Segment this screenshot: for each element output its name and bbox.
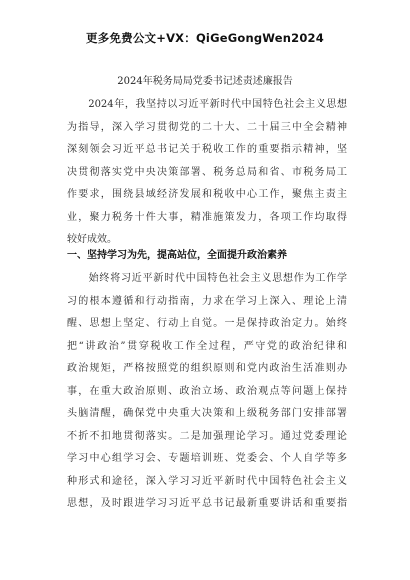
paragraph-line: 事，在重大政治原则、政治立场、政治观点等问题上保持 — [67, 385, 347, 397]
paragraph-section1 — [67, 268, 347, 516]
paragraph-line: 把“讲政治”贯穿税收工作全过程，严守党的政治纪律和 — [67, 340, 347, 352]
paragraph-line: 作要求，围绕县域经济发展和税收中心工作，聚焦主责主 — [67, 189, 347, 200]
paragraph-line: 业，聚力税务十件大事，精准施策发力，各项工作均取得 — [67, 211, 347, 223]
document-title: 2024年税务局局党委书记述责述廉报告 — [117, 76, 293, 87]
paragraph-line: 习的根本遵循和行动指南，力求在学习上深入、理论上清 — [67, 295, 347, 307]
paragraph-line: 深刻领会习近平总书记关于税收工作的重要指示精神，坚 — [67, 144, 347, 155]
paragraph-line: 种形式和途径，深入学习习近平新时代中国特色社会主义 — [67, 475, 347, 487]
promo-banner: 更多免费公文+VX：QiGeGongWen2024 — [86, 31, 324, 45]
paragraph-line: 头脑清醒，确保党中央重大决策和上级税务部门安排部署 — [67, 408, 347, 419]
paragraph-line: 学习中心组学习会、专题培训班、党委会、个人自学等多 — [67, 453, 347, 464]
paragraph-line: 始终将习近平新时代中国特色社会主义思想作为工作学 — [67, 273, 347, 284]
paragraph-line: 决贯彻落实党中央决策部署、税务总局和省、市税务局工 — [67, 166, 347, 178]
paragraph-intro — [67, 94, 347, 252]
paragraph-line: 为指导，深入学习贯彻党的二十大、二十届三中全会精神 — [67, 121, 347, 133]
paragraph-line: 不折不扣地贯彻落实。二是加强理论学习。通过党委理论 — [67, 430, 347, 442]
paragraph-line: 较好成效。 — [67, 234, 117, 245]
paragraph-line: 政治规矩，严格按照党的组织原则和党内政治生活准则办 — [67, 363, 347, 374]
paragraph-line: 醒、思想上坚定、行动上自觉。一是保持政治定力。始终 — [67, 318, 347, 329]
section-heading: 一、坚持学习为先，提高站位，全面提升政治素养 — [67, 250, 287, 261]
paragraph-line: 2024年，我坚持以习近平新时代中国特色社会主义思想 — [67, 99, 347, 110]
paragraph-line: 思想，及时跟进学习习近平总书记最新重要讲话和重要指 — [67, 498, 347, 509]
